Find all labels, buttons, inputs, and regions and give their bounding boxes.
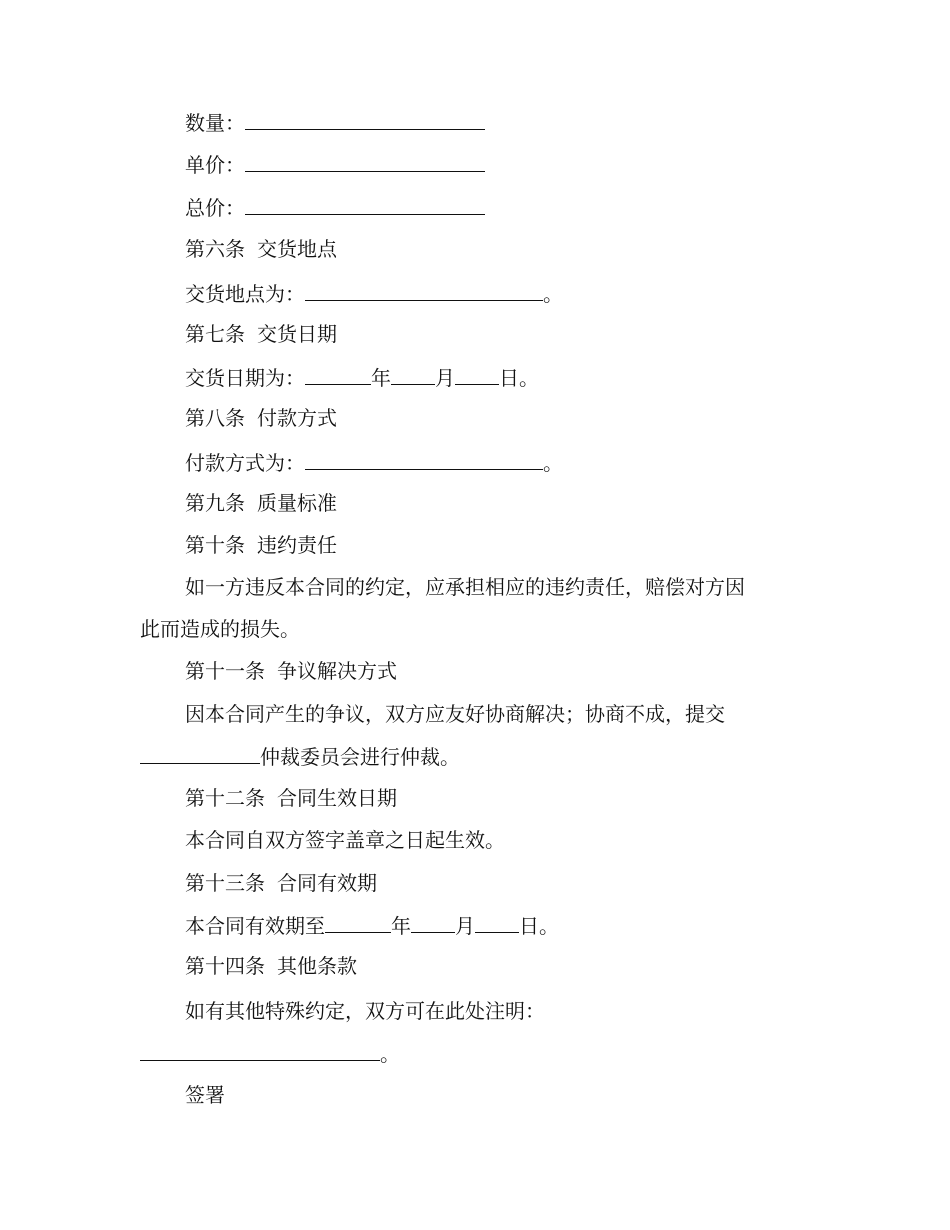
article-11-heading — [140, 650, 865, 692]
period: 。 — [380, 1042, 400, 1066]
validity-label: 本合同有效期至 — [185, 914, 325, 938]
article-number: 第六条 — [185, 237, 245, 261]
article-number: 第十一条 — [185, 659, 265, 683]
article-14-note-row — [140, 1032, 820, 1074]
year-label: 年 — [371, 366, 391, 390]
article-title: 合同有效期 — [277, 871, 377, 895]
day-blank — [455, 356, 499, 385]
article-7-content — [140, 356, 865, 398]
article-title: 交货地点 — [257, 237, 337, 261]
arbitration-text: 仲裁委员会进行仲裁。 — [260, 745, 460, 769]
article-number: 第十条 — [185, 533, 245, 557]
article-14-content: 如有其他特殊约定，双方可在此处注明： — [185, 999, 545, 1023]
day-label: 日。 — [519, 914, 559, 938]
delivery-date-label: 交货日期为： — [185, 366, 305, 390]
article-number: 第十二条 — [185, 786, 265, 810]
article-number: 第七条 — [185, 322, 245, 346]
month-label: 月 — [435, 366, 455, 390]
article-number: 第八条 — [185, 406, 245, 430]
period: 。 — [543, 282, 563, 306]
article-number: 第十四条 — [185, 954, 265, 978]
month-blank — [391, 356, 435, 385]
article-14-heading — [140, 945, 865, 987]
payment-method-label: 付款方式为： — [185, 451, 305, 475]
article-9-heading — [140, 482, 865, 524]
day-label: 日。 — [499, 366, 539, 390]
year-blank — [325, 904, 391, 933]
article-10-content-line-1: 如一方违反本合同的约定，应承担相应的违约责任，赔偿对方因 — [185, 575, 745, 599]
quantity-row — [140, 101, 865, 143]
total-price-label: 总价： — [185, 196, 245, 220]
article-title: 争议解决方式 — [277, 659, 397, 683]
article-number: 第十三条 — [185, 871, 265, 895]
article-title: 其他条款 — [277, 954, 357, 978]
month-blank — [411, 904, 455, 933]
article-title: 质量标准 — [257, 491, 337, 515]
article-6-heading — [140, 228, 865, 270]
day-blank — [475, 904, 519, 933]
year-blank — [305, 356, 371, 385]
article-8-heading — [140, 397, 865, 439]
other-terms-blank — [140, 1032, 380, 1061]
quantity-label: 数量： — [185, 111, 245, 135]
article-12-heading — [140, 777, 865, 819]
unit-price-blank — [245, 143, 485, 172]
total-price-blank — [245, 186, 485, 215]
article-title: 合同生效日期 — [277, 786, 397, 810]
quantity-blank — [245, 101, 485, 130]
article-12-content: 本合同自双方签字盖章之日起生效。 — [185, 828, 505, 852]
article-11-content-line-1: 因本合同产生的争议，双方应友好协商解决；协商不成，提交 — [185, 702, 725, 726]
signature-label: 签署 — [185, 1083, 225, 1107]
article-6-content — [140, 272, 865, 314]
arbitration-committee-blank — [140, 735, 260, 764]
article-title: 交货日期 — [257, 322, 337, 346]
delivery-place-blank — [305, 272, 543, 301]
unit-price-label: 单价： — [185, 153, 245, 177]
article-title: 付款方式 — [257, 406, 337, 430]
month-label: 月 — [455, 914, 475, 938]
article-8-content — [140, 441, 865, 483]
period: 。 — [543, 451, 563, 475]
year-label: 年 — [391, 914, 411, 938]
article-13-heading — [140, 862, 865, 904]
article-number: 第九条 — [185, 491, 245, 515]
unit-price-row — [140, 143, 865, 185]
payment-method-blank — [305, 441, 543, 470]
article-13-content — [140, 904, 865, 946]
article-7-heading — [140, 313, 865, 355]
article-10-content-line-2: 此而造成的损失。 — [140, 617, 300, 641]
delivery-place-label: 交货地点为： — [185, 282, 305, 306]
article-10-heading — [140, 524, 865, 566]
total-price-row — [140, 186, 865, 228]
article-11-content-line-2 — [140, 735, 820, 777]
article-title: 违约责任 — [257, 533, 337, 557]
